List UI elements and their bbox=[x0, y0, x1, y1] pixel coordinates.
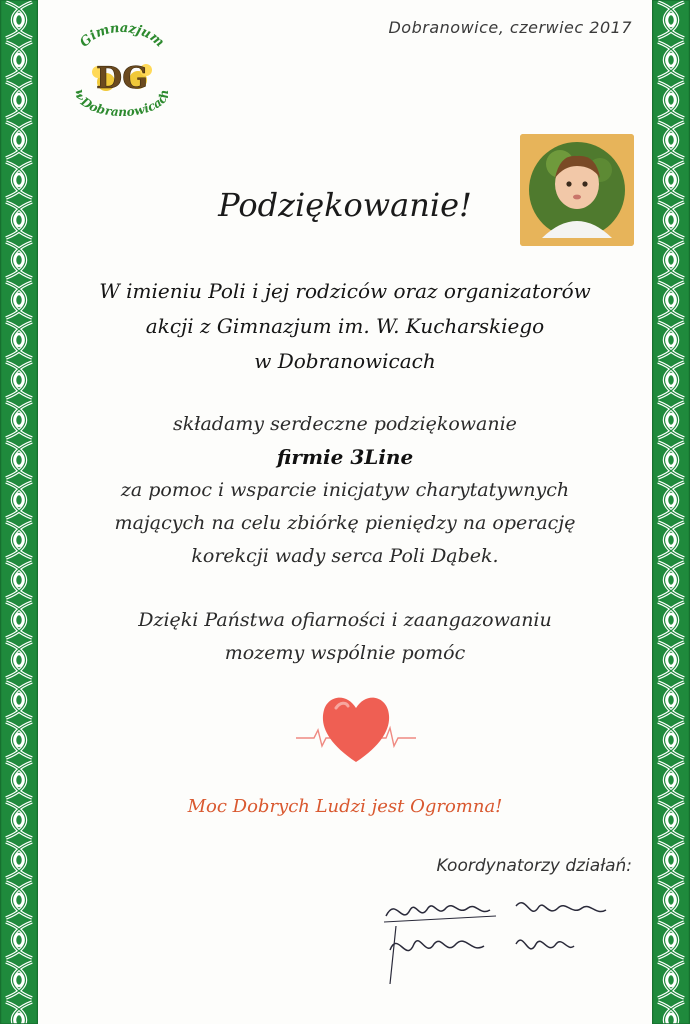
heart-icon bbox=[296, 686, 416, 766]
certificate-title: Podziękowanie! bbox=[218, 186, 472, 224]
coordinators-label: Koordynatorzy działań: bbox=[436, 856, 632, 876]
date-line: Dobranowice, czerwiec 2017 bbox=[388, 18, 632, 37]
purpose-line: za pomoc i wsparcie inicjatyw charytatywnych bbox=[120, 479, 570, 501]
purpose-line: korekcji wady serca Poli Dąbek. bbox=[191, 545, 499, 567]
handwritten-signatures bbox=[376, 886, 646, 986]
closing-line: mozemy wspólnie pomóc bbox=[224, 642, 466, 664]
motto: Moc Dobrych Ludzi jest Ogromna! bbox=[187, 796, 503, 817]
thanks-block bbox=[40, 408, 650, 573]
logo-monogram: DG bbox=[96, 61, 148, 96]
celtic-border-left bbox=[0, 0, 38, 1024]
thanks-line: składamy serdeczne podziękowanie bbox=[173, 413, 517, 435]
intro-block bbox=[40, 274, 650, 379]
intro-line: w Dobranowicach bbox=[254, 349, 436, 373]
recipient-name: firmie 3Line bbox=[276, 445, 414, 469]
purpose-line: mających na celu zbiórkę pieniędzy na operację bbox=[114, 512, 576, 534]
intro-line: akcji z Gimnazjum im. W. Kucharskiego bbox=[145, 314, 545, 338]
logo-text-top: Gimnazjum bbox=[77, 22, 167, 51]
school-logo bbox=[62, 22, 182, 122]
logo-text-bottom: w Dobranowicach bbox=[72, 88, 172, 120]
svg-text:Gimnazjum bbox=[77, 22, 167, 50]
closing-block bbox=[40, 604, 650, 670]
closing-line: Dzięki Państwa ofiarności i zaangazowaniu bbox=[138, 609, 552, 631]
celtic-border-right bbox=[652, 0, 690, 1024]
intro-line: W imieniu Poli i jej rodziców oraz organizatorów bbox=[99, 279, 591, 303]
